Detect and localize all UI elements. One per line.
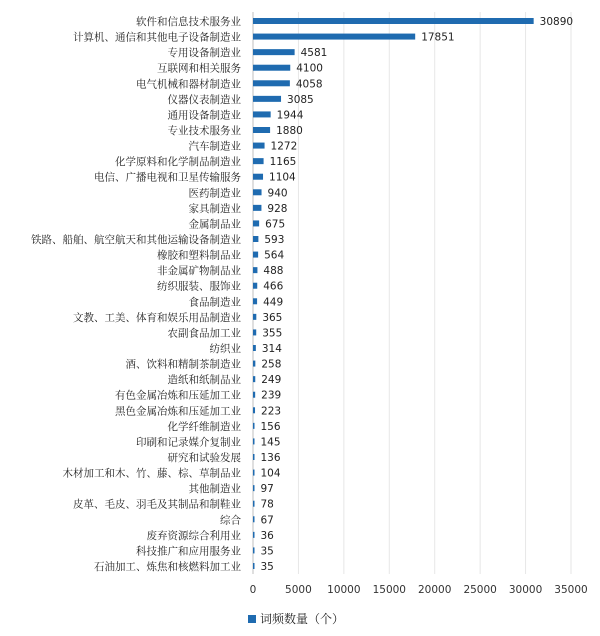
category-label: 纺织服装、服饰业 (157, 280, 241, 293)
value-label: 3085 (287, 93, 314, 106)
value-label: 35 (260, 545, 274, 558)
category-label: 有色金属冶炼和压延加工业 (115, 389, 241, 402)
x-tick-label: 30000 (508, 584, 543, 596)
value-label: 466 (263, 280, 284, 293)
bar (253, 392, 255, 398)
bar (253, 361, 255, 367)
value-label: 239 (261, 389, 282, 402)
value-label: 675 (265, 218, 286, 231)
category-label: 木材加工和木、竹、藤、棕、草制品业 (62, 467, 241, 480)
value-label: 35 (260, 561, 274, 573)
bar (253, 407, 255, 413)
x-tick-label: 25000 (463, 584, 497, 596)
legend (248, 610, 344, 627)
value-label: 4581 (300, 47, 328, 60)
category-label: 印刷和记录媒介复制业 (136, 436, 241, 449)
legend-label: 词频数量（个） (260, 612, 345, 626)
value-label: 314 (261, 343, 282, 355)
bar (253, 80, 290, 86)
category-label: 纺织业 (209, 343, 241, 355)
value-label: 17851 (421, 31, 455, 44)
bar (253, 438, 255, 444)
bar (253, 236, 258, 242)
value-label: 156 (260, 420, 281, 433)
category-label: 科技推广和应用服务业 (136, 545, 241, 558)
category-label: 电气机械和器材制造业 (136, 78, 241, 91)
category-label: 非金属矿物制品业 (157, 265, 241, 278)
value-label: 67 (260, 514, 274, 527)
bar (253, 205, 261, 211)
x-tick-label: 20000 (418, 584, 452, 596)
value-label: 4100 (296, 62, 323, 75)
value-label: 593 (264, 234, 285, 246)
value-label: 564 (264, 249, 285, 262)
category-label: 互联网和相关服务 (157, 62, 241, 75)
value-label: 1944 (276, 109, 304, 122)
x-tick-label: 15000 (372, 584, 406, 596)
category-label: 专用设备制造业 (167, 47, 241, 60)
value-label: 449 (263, 296, 284, 309)
value-label: 1272 (270, 140, 298, 153)
category-label: 通用设备制造业 (167, 109, 241, 122)
bar (253, 127, 270, 133)
category-label: 化学原料和化学制品制造业 (115, 156, 241, 169)
category-label: 橡胶和塑料制品业 (157, 249, 241, 262)
legend-swatch (248, 615, 256, 623)
value-label: 4058 (295, 78, 323, 91)
category-label: 仪器仪表制造业 (167, 93, 241, 106)
category-label: 石油加工、炼焦和核燃料加工业 (94, 561, 241, 573)
category-label: 家具制造业 (188, 202, 241, 215)
value-label: 104 (260, 467, 281, 480)
category-label: 研究和试验发展 (167, 452, 241, 464)
value-label: 488 (263, 265, 284, 278)
bar (253, 547, 255, 553)
category-label: 文教、工美、体育和娱乐用品制造业 (73, 311, 241, 324)
bar (253, 158, 264, 164)
category-label: 黑色金属冶炼和压延加工业 (115, 405, 241, 418)
bar (253, 329, 256, 335)
category-label: 皮革、毛皮、羽毛及其制品和制鞋业 (73, 498, 241, 511)
x-tick-label: 5000 (285, 584, 312, 596)
bar (253, 454, 255, 460)
value-label: 355 (262, 327, 283, 340)
bar (253, 283, 257, 289)
category-label: 软件和信息技术服务业 (136, 16, 241, 28)
category-label: 汽车制造业 (188, 140, 241, 153)
bar (253, 423, 255, 429)
value-label: 940 (267, 187, 288, 200)
value-label: 1165 (269, 156, 297, 169)
bar (253, 376, 255, 382)
bar (253, 189, 262, 195)
bar (253, 34, 415, 40)
bar (253, 267, 257, 273)
bar (253, 501, 255, 507)
category-label: 铁路、船舶、航空航天和其他运输设备制造业 (31, 234, 241, 246)
bar (253, 143, 265, 149)
category-label: 专业技术服务业 (167, 125, 241, 137)
category-label: 医药制造业 (188, 187, 241, 200)
category-label: 计算机、通信和其他电子设备制造业 (73, 31, 241, 44)
bar (253, 65, 290, 71)
value-label: 223 (261, 405, 282, 418)
bar (253, 174, 263, 180)
value-label: 136 (260, 452, 281, 464)
category-label: 综合 (220, 514, 241, 527)
value-label: 78 (260, 498, 274, 511)
value-label: 928 (267, 202, 288, 215)
bar (253, 532, 255, 538)
value-label: 97 (260, 483, 274, 496)
value-label: 249 (261, 374, 282, 387)
value-label: 36 (260, 529, 274, 542)
category-label: 化学纤维制造业 (167, 420, 241, 433)
bar (253, 516, 255, 522)
bar (253, 485, 255, 491)
category-label: 酒、饮料和精制茶制造业 (125, 358, 241, 371)
category-label: 农副食品加工业 (167, 327, 241, 340)
bar (253, 96, 281, 102)
bar (253, 18, 534, 24)
category-label: 电信、广播电视和卫星传输服务 (94, 171, 241, 184)
value-label: 1880 (276, 125, 303, 137)
category-label: 食品制造业 (188, 296, 241, 309)
bar (253, 298, 257, 304)
bar (253, 345, 256, 351)
x-tick-label: 35000 (554, 584, 588, 596)
bar (253, 111, 271, 117)
value-label: 1104 (269, 171, 296, 184)
category-label: 金属制品业 (188, 218, 241, 231)
x-tick-label: 10000 (327, 584, 361, 596)
x-tick-label: 0 (249, 584, 257, 596)
bar (253, 563, 255, 569)
bar (253, 252, 258, 258)
value-label: 145 (260, 436, 281, 449)
category-label: 废弃资源综合利用业 (146, 529, 241, 542)
bar (253, 49, 295, 55)
value-label: 258 (261, 358, 282, 371)
bar (253, 314, 256, 320)
category-label: 造纸和纸制品业 (167, 374, 241, 387)
value-label: 365 (262, 311, 283, 324)
bar (253, 470, 255, 476)
value-label: 30890 (539, 16, 574, 28)
category-label: 其他制造业 (188, 483, 241, 496)
bar (253, 220, 259, 226)
